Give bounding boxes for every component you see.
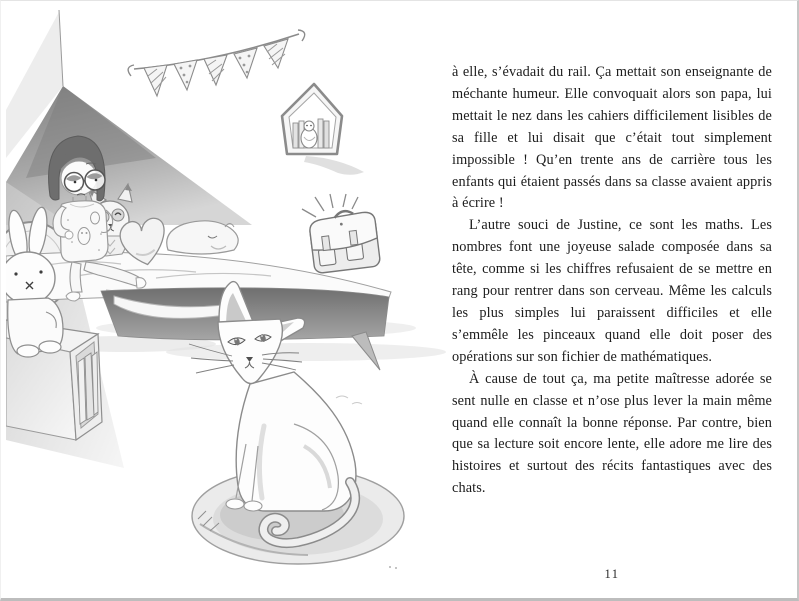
school-satchel — [308, 208, 381, 274]
paragraph-1: à elle, s’évadait du rail. Ça mettait son enseignante de méchante humeur. Elle convoquait alors son papa, lui mettait le nez dans les cahiers difficilement lisibles de sa fille et lui disait que c’était tout simplement impossible ! Qu’en trente ans de carrière tous les enfants qui étaient passés dans sa classe avaient appris à écrire ! — [452, 64, 772, 212]
sleeping-plush — [167, 221, 238, 254]
page-number: 11 — [604, 567, 620, 581]
bedroom-illustration — [6, 6, 446, 581]
cube-books — [78, 352, 98, 424]
text-column — [452, 62, 772, 500]
paragraph-3: À cause de tout ça, ma petite maîtresse adorée se sent nulle en classe et n’ose plus lever la main même quand elle connaît la bonne réponse. Par contre, bien que sa lecture soit encore lente, elle adore me lire des histoires et surtout des récits fantastiques avec des chats. — [452, 370, 772, 497]
house-shelf-bird — [282, 84, 364, 175]
paragraph-2: L’autre souci de Justine, ce sont les maths. Les nombres font une joyeuse salade composée dans sa tête, comme si les chiffres refusaient de se mettre en rang pour rentrer dans son cerveau. Même les calculs les plus simples lui paraissent difficiles et elle s’emmêle les pinceaux quand elle doit poser des opérations sur son fichier de mathématiques. — [452, 217, 772, 365]
bedroom-illustration-svg — [6, 6, 446, 581]
sparkle-lines — [302, 194, 358, 217]
bunting-garland — [128, 30, 305, 96]
